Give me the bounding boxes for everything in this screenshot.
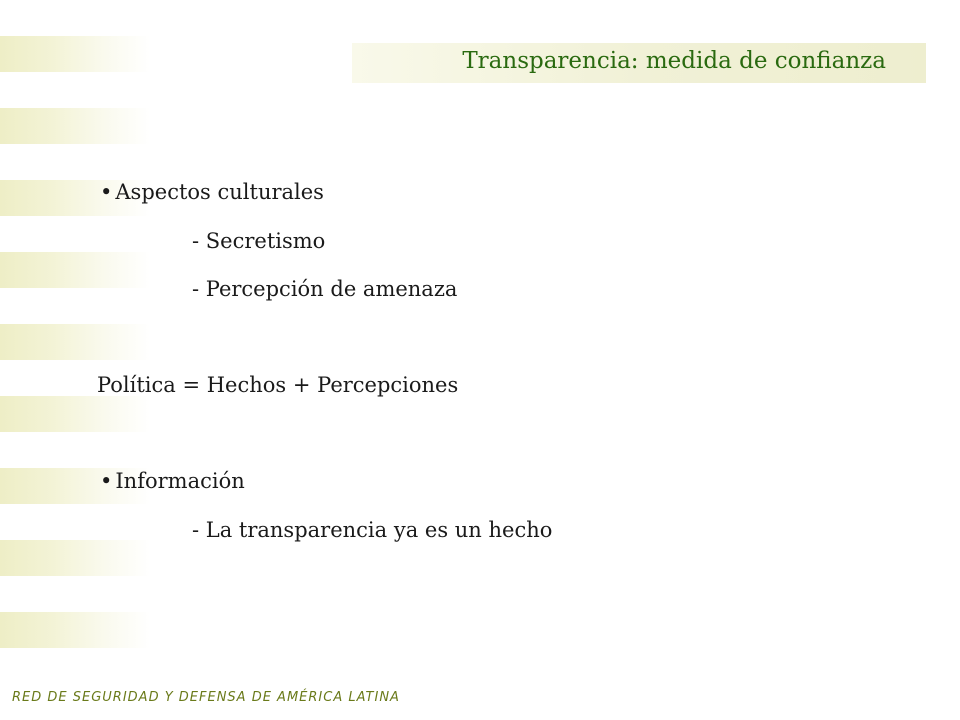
sub-item-transparencia-hecho: - La transparencia ya es un hecho bbox=[192, 518, 553, 542]
bullet-informacion bbox=[100, 469, 245, 493]
bullet-icon: • bbox=[100, 180, 113, 204]
sub-item-secretismo: - Secretismo bbox=[192, 229, 326, 253]
slide-title: Transparencia: medida de confianza bbox=[462, 48, 886, 74]
bullet-icon: • bbox=[100, 469, 113, 493]
bullet-aspectos-culturales bbox=[100, 180, 324, 204]
equation-line: Política = Hechos + Percepciones bbox=[97, 373, 459, 397]
footer-organization: RED DE SEGURIDAD Y DEFENSA DE AMÉRICA LATINA bbox=[12, 690, 400, 705]
bullet-text: Aspectos culturales bbox=[115, 180, 324, 204]
sub-item-percepcion-amenaza: - Percepción de amenaza bbox=[192, 277, 458, 301]
decorative-stripes bbox=[0, 36, 150, 656]
bullet-text: Información bbox=[115, 469, 245, 493]
